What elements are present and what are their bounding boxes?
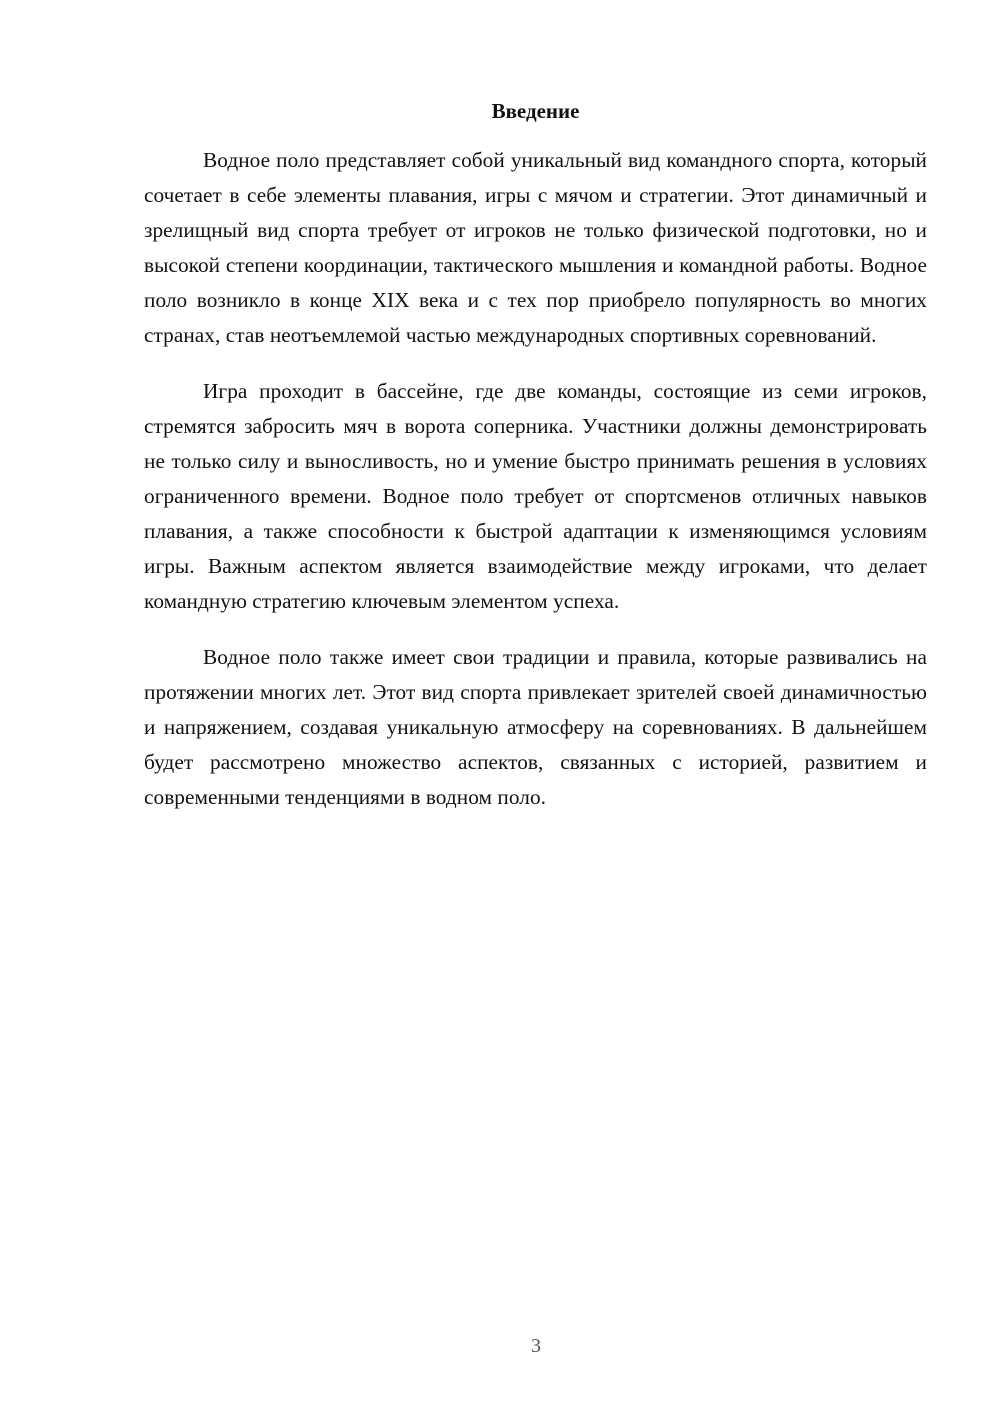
paragraph-3: Водное поло также имеет свои традиции и правила, которые развивались на протяжении многих лет. Этот вид спорта привлекает зрителей своей динамичностью и напряжением, создавая уникальную атмосферу на соревнованиях. В дальнейшем будет рассмотрено множество аспектов, связанных с историей, развитием и современными тенденциями в водном поло. — [144, 645, 927, 809]
body-text — [144, 143, 927, 836]
paragraph-1: Водное поло представляет собой уникальный вид командного спорта, который сочетает в себе элементы плавания, игры с мячом и стратегии. Этот динамичный и зрелищный вид спорта требует от игроков не только физической подготовки, но и высокой степени координации, тактического мышления и командной работы. Водное поло возникло в конце XIX века и с тех пор приобрело популярность во многих странах, став неотъемлемой частью международных спортивных соревнований. — [144, 148, 927, 347]
paragraph-2: Игра проходит в бассейне, где две команды, состоящие из семи игроков, стремятся забросить мяч в ворота соперника. Участники должны демонстрировать не только силу и выносливость, но и умение быстро принимать решения в условиях ограниченного времени. Водное поло требует от спортсменов отличных навыков плавания, а также способности к быстрой адаптации к изменяющимся условиям игры. Важным аспектом является взаимодействие между игроками, что делает командную стратегию ключевым элементом успеха. — [144, 379, 927, 613]
section-heading: Введение — [491, 99, 580, 123]
page-number: 3 — [531, 1335, 541, 1357]
